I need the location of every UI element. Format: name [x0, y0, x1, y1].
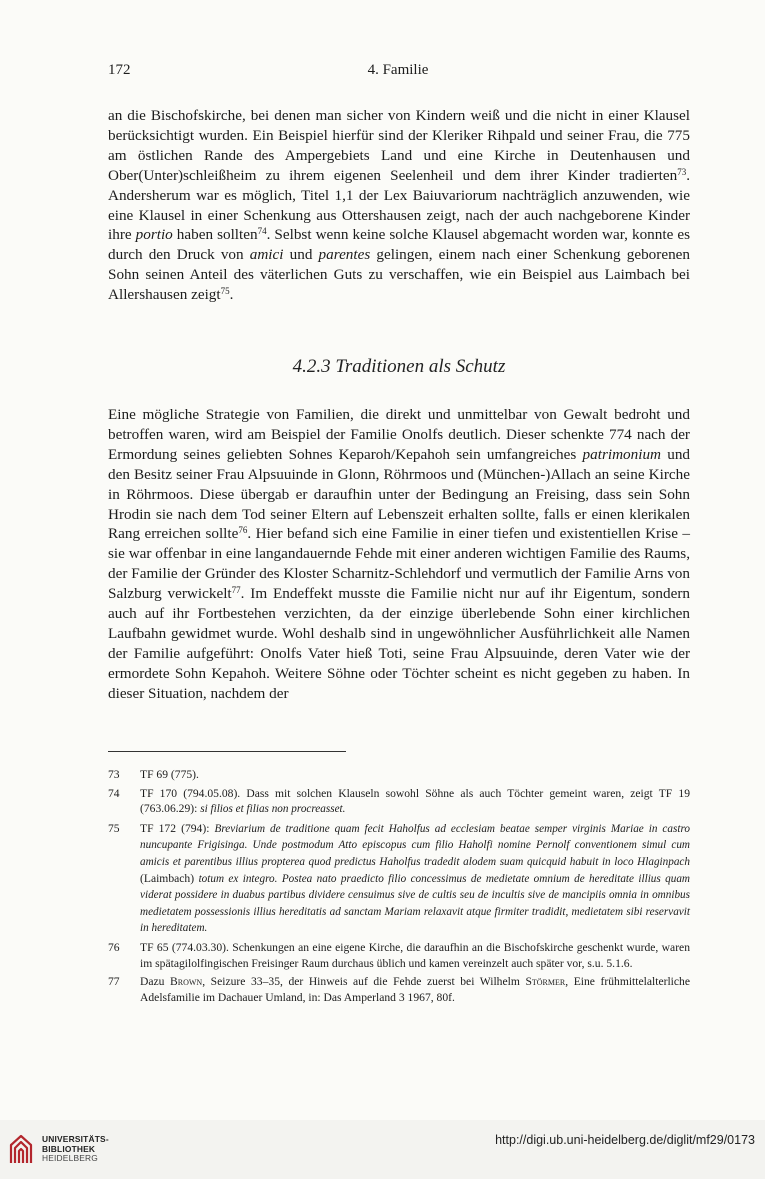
- footnote-76: 76 TF 65 (774.03.30). Schenkungen an eine eigene Kirche, die daraufhin an die Bischofskirche geschenkt wurde, waren im spätagilolfingischen Freisinger Raum durchaus üblich und kamen vereinzelt auch später vor, s.u. 5.1.6.: [108, 940, 690, 970]
- footnote-divider: [108, 751, 346, 752]
- library-name: UNIVERSITÄTS- BIBLIOTHEK HEIDELBERG: [42, 1134, 109, 1164]
- page-header: [108, 62, 688, 84]
- paragraph-1: an die Bischofskirche, bei denen man sicher von Kindern weiß und die nicht in einer Klausel berücksichtigt wurden. Ein Beispiel hierfür sind der Kleriker Rihpald und seiner Frau, die 775 am östlichen Rande des Ampergebiets Land und eine Kirche in Deutenhausen und Ober(Unter)schleißheim zu ihrem eigenen Seelenheil und dem ihrer Kinder tradierten$^{73}$. Andersherum war es möglich, Titel 1,1 der Lex Baiuvariorum nachträglich anzuwenden, wie eine Klausel in einer Schenkung aus Ottershausen zeigt, nach der auch nachgeborene Kinder ihre portio haben sollten$^{74}$. Selbst wenn keine solche Klausel abgemacht worden war, konnte es durch den Druck von amici und parentes gelingen, einem nach einer Schenkung geborenen Sohn seinen Anteil des väterlichen Guts zu verschaffen, wie ein Beispiel aus Laimbach bei Allershausen zeigt$^{75}$.: [108, 107, 690, 304]
- footnote-77: 77 Dazu Brown, Seizure 33–35, der Hinweis auf die Fehde zuerst bei Wilhelm Störmer, Eine frühmittelalterliche Adelsfamilie im Dachauer Umland, in: Das Amperland 3 1967, 80f.: [108, 975, 690, 1004]
- footnote-ref-75[interactable]: 75: [220, 286, 230, 297]
- footnote-number: 75: [108, 821, 120, 835]
- footnotes: [108, 767, 690, 1008]
- footnote-ref-77[interactable]: 77: [231, 585, 241, 596]
- footnote-74: 74 TF 170 (794.05.08). Dass mit solchen Klauseln sowohl Söhne als auch Töchter gemeint waren, zeigt TF 19 (763.06.29): si filios et filias non procreasset.: [108, 786, 690, 816]
- library-logo[interactable]: [8, 1133, 138, 1167]
- footnote-ref-73[interactable]: 73: [677, 166, 687, 177]
- footnote-number: 73: [108, 768, 120, 781]
- footnote-number: 77: [108, 975, 120, 989]
- footnote-75: 75 TF 172 (794): Breviarium de traditione quam fecit Haholfus ad ecclesiam beatae semper virginis Mariae in castro nuncupante Frigisinga. Unde postmodum Atto episcopus cum filio Haholfi nomine Pernolf conventionem simul cum amicis et parentibus illius propterea quod predictus Haholfus tradedit alodem suam quicquid habuit in loco Hlaginpach (Laimbach) totum ex integro. Postea nato praedicto filio concessimus de medietate omnium de hereditate illius quam viderat possidere in duabus partibus dividere censuimus sive de cultis seu de incultis sive de mancipiis omnia in omnibus medietatem possessionis illius hereditatis ad sanctam Mariam relaxavit atque firmiter tradidit, medietatem sibi reservavit in hereditatem.: [108, 821, 690, 935]
- page-number: 172: [108, 62, 131, 78]
- footnote-number: 76: [108, 940, 120, 954]
- footnote-73: 73 TF 69 (775).: [108, 768, 199, 781]
- footnote-ref-76[interactable]: 76: [238, 525, 248, 536]
- source-url-link[interactable]: http://digi.ub.uni-heidelberg.de/diglit/mf29/0173: [495, 1133, 755, 1147]
- library-crest-icon: [8, 1133, 34, 1165]
- footnote-ref-74[interactable]: 74: [257, 226, 267, 237]
- running-head: 4. Familie: [367, 62, 429, 78]
- footnote-number: 74: [108, 786, 120, 800]
- paragraph-2: Eine mögliche Strategie von Familien, die direkt und unmittelbar von Gewalt bedroht und betroffen waren, wird am Beispiel der Familie Onolfs deutlich. Dieser schenkte 774 nach der Ermordung seines geliebten Sohnes Keparoh/Kepahoh sein umfangreiches patrimonium und den Besitz seiner Frau Alpsuuinde in Glonn, Röhrmoos und (München-)Allach an seine Kirche in Röhrmoos. Diese übergab er daraufhin unter der Bedingung an Freising, dass sein Sohn Hrodin sie nach dem Tod seiner Eltern auf Lebenszeit erhalten sollte, falls er einen klerikalen Rang erreichen sollte$^{76}$. Hier befand sich eine Familie in einer tiefen und existentiellen Krise – sie war offenbar in eine langandauernde Fehde mit einer anderen wichtigen Familie des Raums, der Familie der Gründer des Kloster Scharnitz-Schlehdorf und vermutlich der Familie Arns von Salzburg verwickelt$^{77}$. Im Endeffekt musste die Familie nicht nur auf ihr Eigentum, sondern auch auf ihr Fortbestehen verzichten, da der einzige überlebende Sohn einer kirchlichen Laufbahn gewidmet wurde. Wohl deshalb sind in ungewöhnlicher Ausführlichkeit alle Namen der Familie aufgeführt: Onolfs Vater hieß Toti, seine Frau Alpsuuinde, deren Vater wie der ermordete Sohn Kepahoh. Weitere Söhne oder Töchter scheint es nicht gegeben zu haben. In dieser Situation, nachdem der: [108, 406, 691, 702]
- section-title: 4.2.3 Traditionen als Schutz: [292, 356, 506, 377]
